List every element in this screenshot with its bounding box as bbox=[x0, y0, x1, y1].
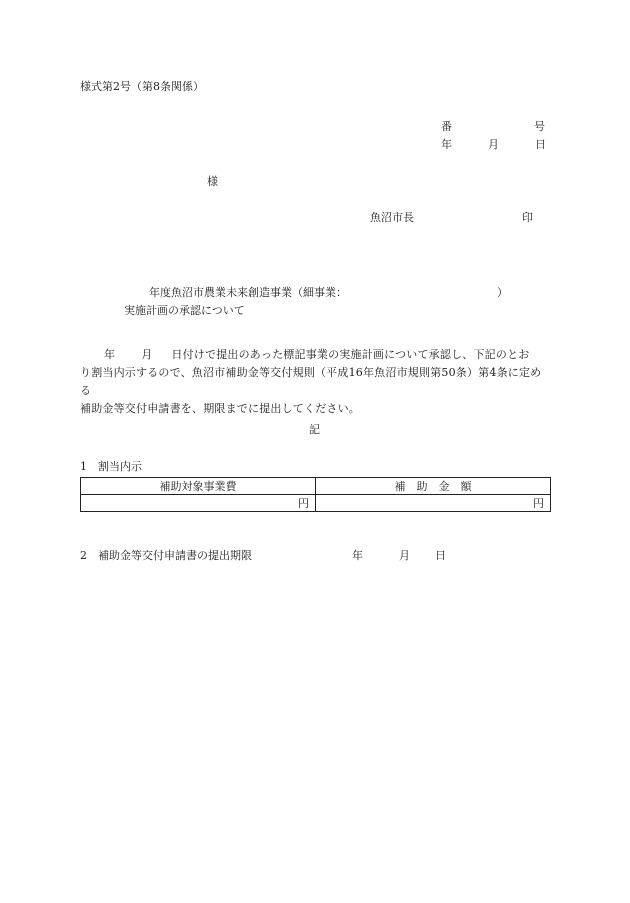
body-year: 年 bbox=[104, 348, 116, 361]
date-year: 年 bbox=[441, 138, 452, 151]
body-line-3: 補助金等交付申請書を、期限までに提出してください。 bbox=[80, 402, 360, 415]
deadline-day: 日 bbox=[435, 549, 446, 562]
section1-title: 1 割当内示 bbox=[80, 460, 142, 473]
deadline-year: 年 bbox=[352, 549, 363, 562]
date-day: 日 bbox=[535, 138, 546, 151]
header-grant-amount: 補 助 金 額 bbox=[316, 478, 551, 495]
body-line-1: 年 月 日付けで提出のあった標記事業の実施計画について承認し、下記のとお bbox=[104, 348, 530, 361]
subject-suffix: ） bbox=[497, 286, 508, 299]
body-line-2: り割当内示するので、魚沼市補助金等交付規則（平成16年魚沼市規則第50条）第4条に定める bbox=[80, 366, 542, 397]
section2-title: 2 補助金等交付申請書の提出期限 bbox=[80, 549, 252, 562]
subject-prefix: 年度魚沼市農業未来創造事業（細事業： bbox=[149, 286, 347, 299]
ki-mark: 記 bbox=[309, 423, 320, 436]
allocation-table bbox=[80, 477, 551, 512]
date-month: 月 bbox=[488, 138, 499, 151]
form-number: 様式第2号（第8条関係） bbox=[80, 80, 204, 93]
doc-number-label: 番 bbox=[441, 120, 452, 133]
subject-line1 bbox=[149, 286, 508, 300]
deadline-month: 月 bbox=[399, 549, 410, 562]
subject-line2: 実施計画の承認について bbox=[124, 304, 245, 317]
table-header-row bbox=[81, 478, 551, 495]
issuer-seal: 印 bbox=[522, 211, 533, 224]
addressee-suffix: 様 bbox=[207, 175, 218, 188]
grant-amount-cell: 円 bbox=[316, 495, 551, 512]
body-month: 月 bbox=[141, 348, 153, 361]
header-project-cost: 補助対象事業費 bbox=[81, 478, 316, 495]
body-paragraph bbox=[80, 346, 550, 418]
table-row bbox=[81, 495, 551, 512]
doc-number-suffix: 号 bbox=[534, 120, 545, 133]
issuer-name: 魚沼市長 bbox=[370, 211, 414, 224]
project-cost-cell: 円 bbox=[81, 495, 316, 512]
